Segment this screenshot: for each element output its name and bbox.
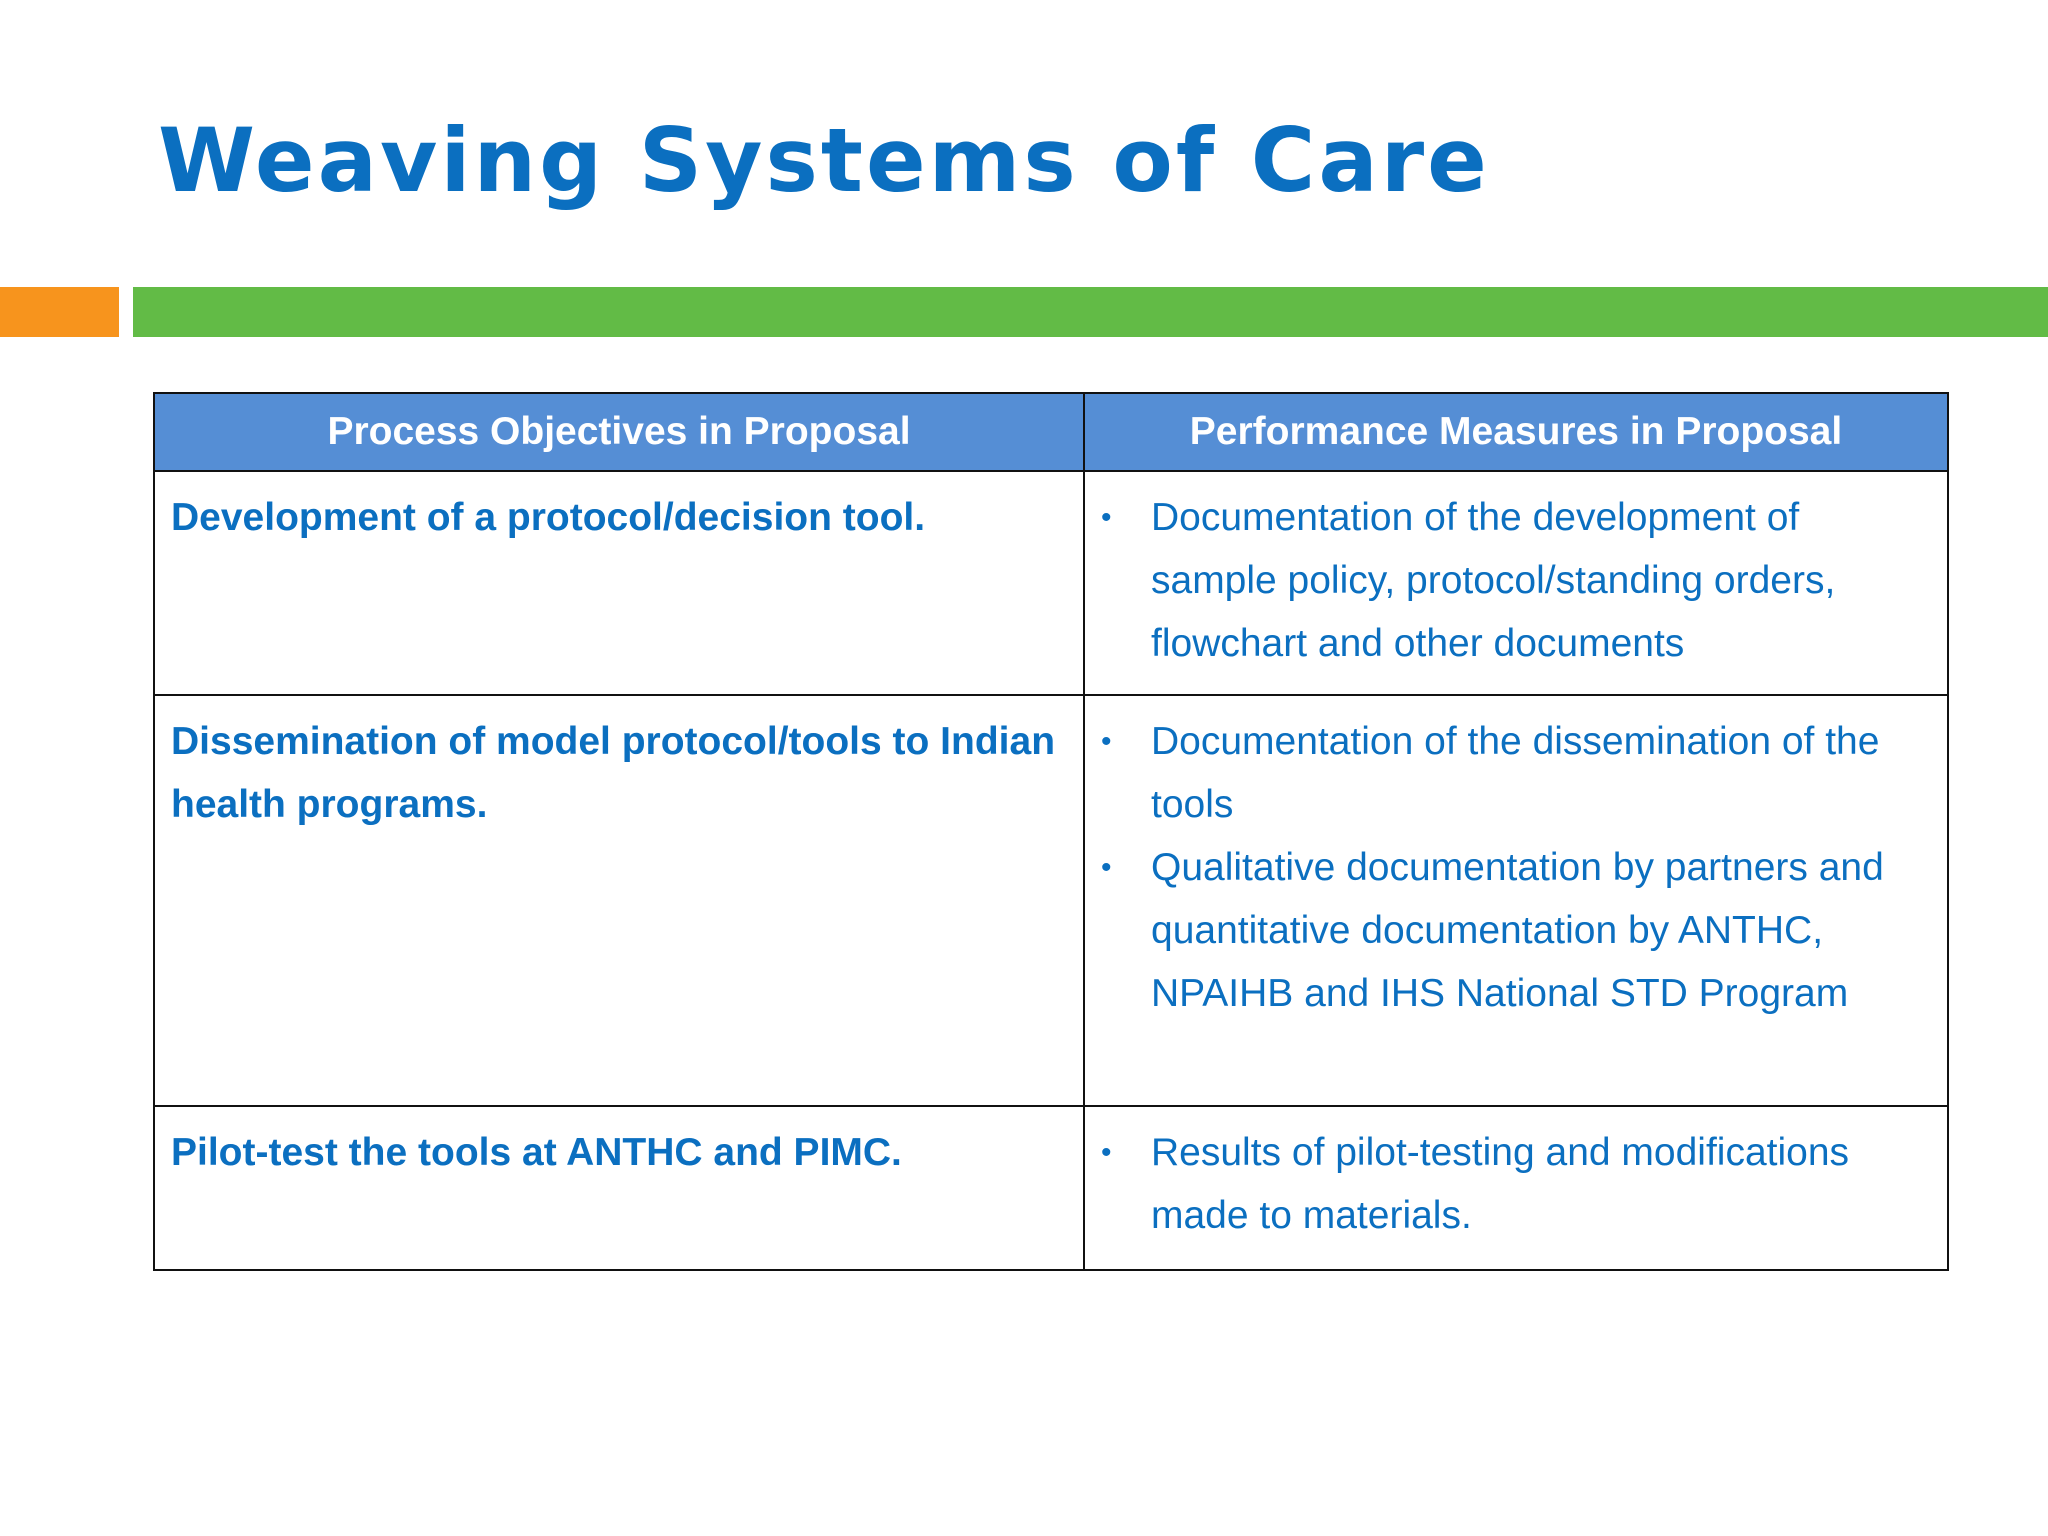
measure-text: Results of pilot-testing and modifications made to materials. bbox=[1151, 1131, 1850, 1237]
objectives-table-container bbox=[153, 392, 1947, 1271]
measure-item bbox=[1101, 1121, 1927, 1247]
bullet-icon: • bbox=[1101, 1136, 1112, 1169]
accent-bar-green bbox=[133, 287, 2048, 337]
measures-list bbox=[1101, 486, 1927, 675]
measures-list bbox=[1101, 1121, 1927, 1247]
measure-text: Documentation of the development of sample policy, protocol/standing orders, flowchart and other documents bbox=[1151, 496, 1836, 665]
slide-title: Weaving Systems of Care bbox=[158, 109, 1490, 212]
objective-cell: Pilot-test the tools at ANTHC and PIMC. bbox=[154, 1106, 1084, 1270]
measure-item bbox=[1101, 486, 1927, 675]
measures-cell bbox=[1084, 471, 1948, 695]
measure-item bbox=[1101, 836, 1927, 1025]
header-performance-measures: Performance Measures in Proposal bbox=[1084, 393, 1948, 471]
measures-list bbox=[1101, 710, 1927, 1025]
bullet-icon: • bbox=[1101, 725, 1112, 758]
objective-cell: Dissemination of model protocol/tools to Indian health programs. bbox=[154, 695, 1084, 1106]
measure-item bbox=[1101, 710, 1927, 836]
accent-bar-orange bbox=[0, 287, 119, 337]
header-process-objectives: Process Objectives in Proposal bbox=[154, 393, 1084, 471]
measures-cell bbox=[1084, 695, 1948, 1106]
bullet-icon: • bbox=[1101, 851, 1112, 884]
objectives-table bbox=[153, 392, 1949, 1271]
measure-text: Qualitative documentation by partners and quantitative documentation by ANTHC, NPAIHB and IHS National STD Program bbox=[1151, 846, 1884, 1015]
table-header-row bbox=[154, 393, 1948, 471]
measure-text: Documentation of the dissemination of the tools bbox=[1151, 720, 1880, 826]
table-row bbox=[154, 471, 1948, 695]
table-row bbox=[154, 695, 1948, 1106]
bullet-icon: • bbox=[1101, 501, 1112, 534]
measures-cell bbox=[1084, 1106, 1948, 1270]
objective-cell: Development of a protocol/decision tool. bbox=[154, 471, 1084, 695]
table-row bbox=[154, 1106, 1948, 1270]
